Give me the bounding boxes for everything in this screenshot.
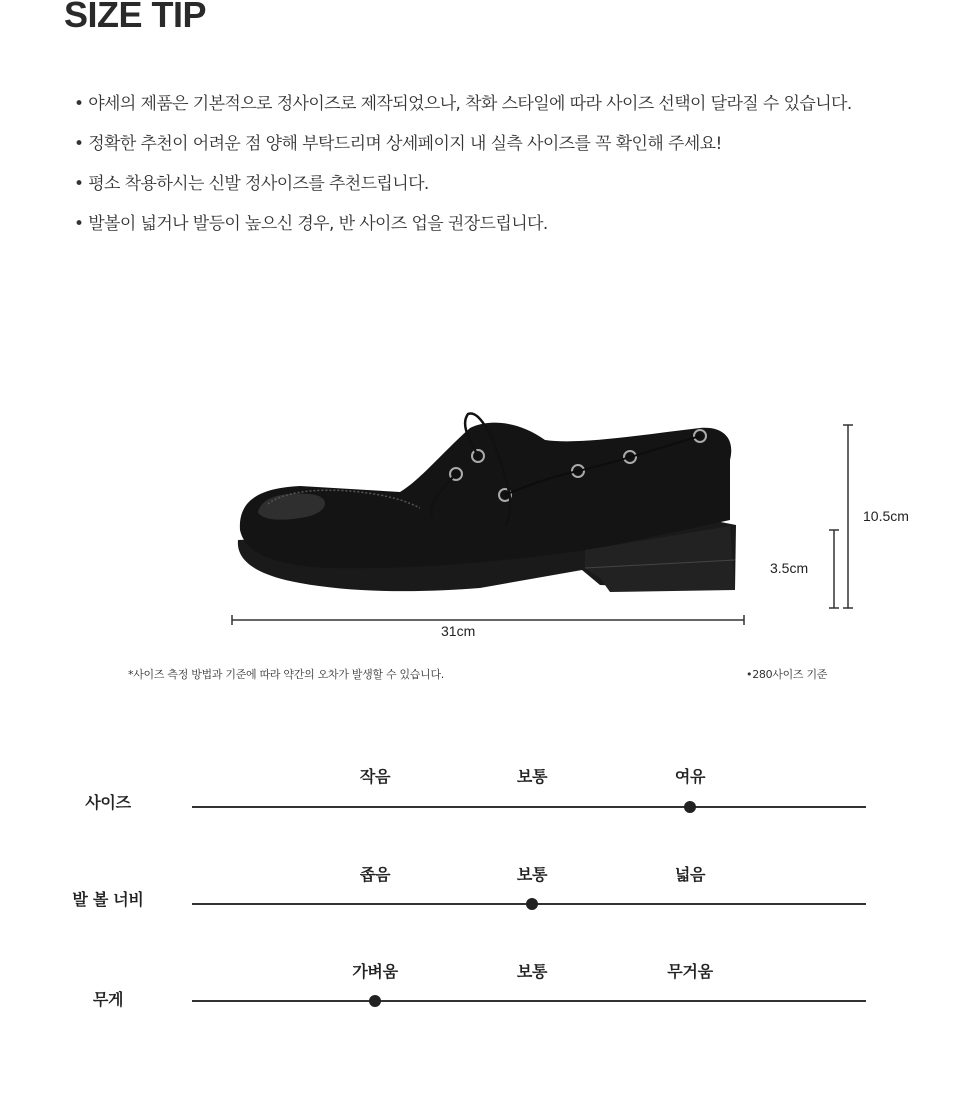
scale-option-roomy: 여유 (674, 767, 706, 786)
scale-row-width (0, 860, 960, 920)
scale-option-heavy: 무거움 (667, 962, 713, 981)
scale-row-size (0, 762, 960, 822)
length-label: 31cm (441, 623, 476, 639)
base-size-note: •280사이즈 기준 (746, 668, 828, 681)
tip-item: • 야세의 제품은 기본적으로 정사이즈로 제작되었으나, 착화 스타일에 따라 사이즈 선택이 달라질 수 있습니다. (74, 90, 852, 130)
scale-option-small: 작음 (359, 767, 391, 786)
tip-item: • 평소 착용하시는 신발 정사이즈를 추천드립니다. (74, 170, 852, 210)
total-height-label: 10.5cm (863, 508, 909, 524)
scale-line (192, 1000, 866, 1002)
scale-option-narrow: 좁음 (359, 865, 391, 884)
scale-label-weight: 무게 (92, 990, 124, 1009)
tip-item: • 발볼이 넓거나 발등이 높으신 경우, 반 사이즈 업을 권장드립니다. (74, 210, 852, 250)
scale-indicator-dot (684, 801, 696, 813)
scale-option-normal: 보통 (516, 767, 548, 786)
scale-label-size: 사이즈 (85, 793, 131, 812)
shoe-dimension-figure (0, 400, 960, 640)
measurement-note: *사이즈 측정 방법과 기준에 따라 약간의 오차가 발생할 수 있습니다. (128, 668, 444, 681)
scale-row-weight (0, 957, 960, 1017)
scale-option-wide: 넓음 (674, 865, 706, 884)
scale-label-width: 발 볼 너비 (72, 890, 144, 909)
scale-line (192, 806, 866, 808)
scale-indicator-dot (526, 898, 538, 910)
scale-indicator-dot (369, 995, 381, 1007)
heel-height-label: 3.5cm (770, 560, 809, 576)
scale-option-normal: 보통 (516, 962, 548, 981)
tip-list (74, 90, 852, 250)
tip-item: • 정확한 추천이 어려운 점 양해 부탁드리며 상세페이지 내 실측 사이즈를 꼭 확인해 주세요! (74, 130, 852, 170)
shoe-image (0, 400, 960, 640)
page-title: SIZE TIP (64, 0, 207, 35)
scale-option-normal: 보통 (516, 865, 548, 884)
scale-option-light: 가벼움 (352, 962, 398, 981)
